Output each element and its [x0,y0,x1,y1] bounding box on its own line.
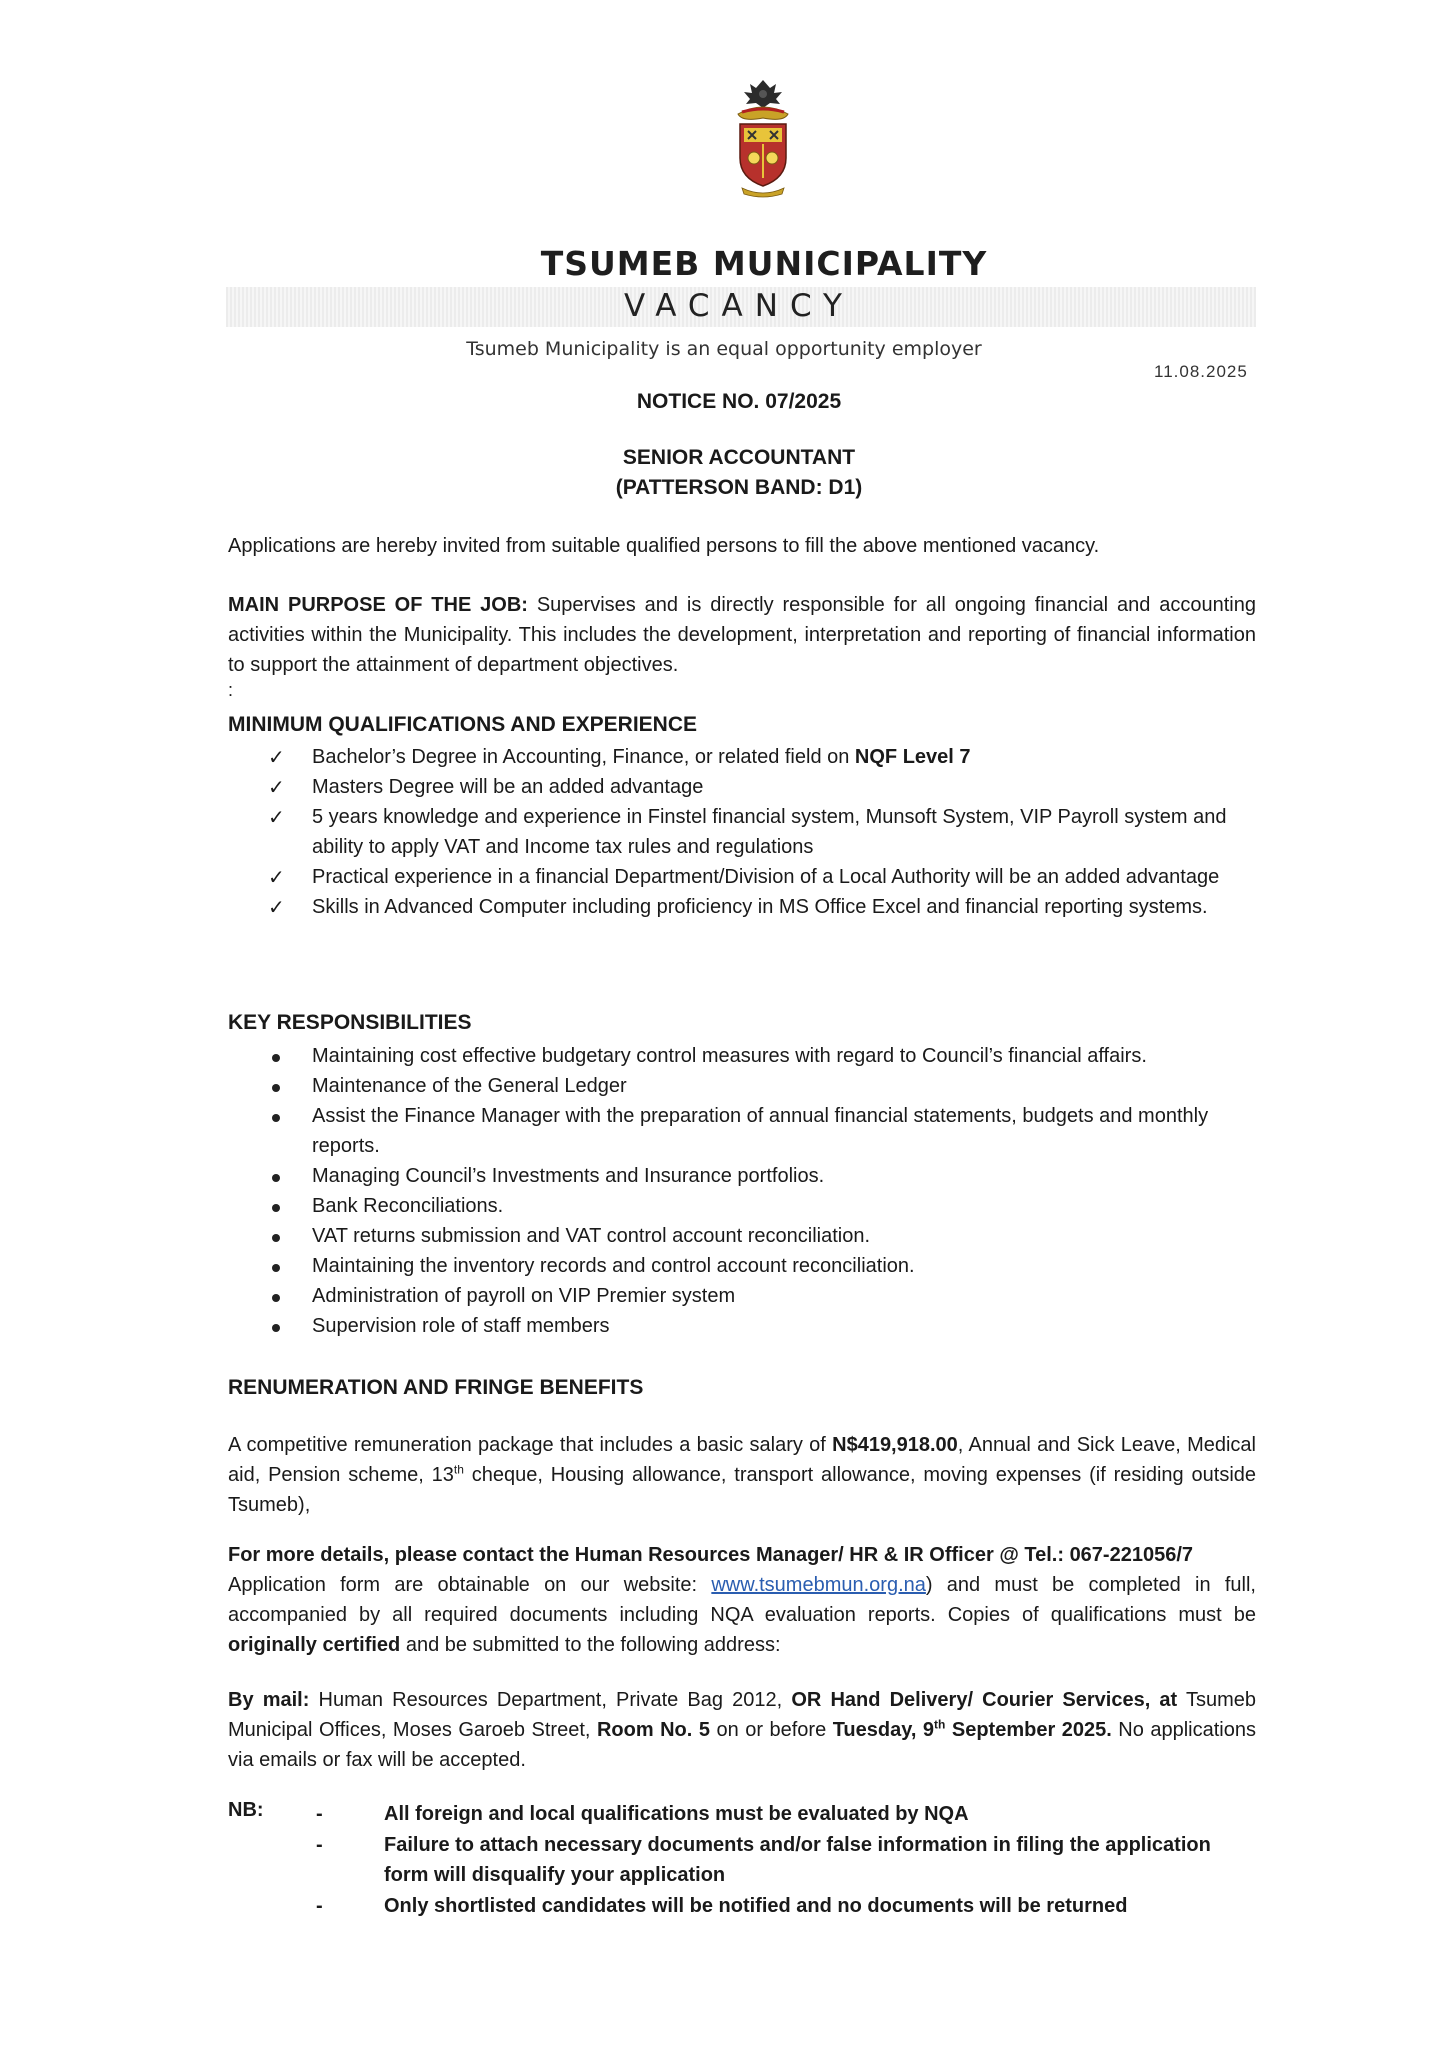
vacancy-title: VACANCY [624,288,854,324]
checkmark-icon: ✓ [268,895,285,919]
list-item: Assist the Finance Manager with the preparation of annual financial statements, budgets and monthly reports. [228,1101,1256,1161]
list-item: ✓ Masters Degree will be an added advantage [228,772,1256,802]
stray-colon: : [228,680,234,700]
list-item: Bank Reconciliations. [228,1191,1256,1221]
checkmark-icon: ✓ [268,865,285,889]
dash-icon: - [316,1834,323,1856]
intro-paragraph: Applications are hereby invited from suitable qualified persons to fill the above mentioned vacancy. [228,535,1100,557]
contact-details: For more details, please contact the Human Resources Manager/ HR & IR Officer @ Tel.: 067-221056/7 [228,1544,1194,1566]
qualifications-heading: MINIMUM QUALIFICATIONS AND EXPERIENCE [228,713,698,736]
list-item: Maintaining cost effective budgetary control measures with regard to Council’s financial affairs. [228,1041,1256,1071]
list-item: VAT returns submission and VAT control account reconciliation. [228,1221,1256,1251]
remuneration-paragraph: A competitive remuneration package that includes a basic salary of N$419,918.00, Annual and Sick Leave, Medical aid, Pension scheme, 13th cheque, Housing allowance, transport allowance, moving expenses (if residing outside Tsumeb), [228,1434,1257,1516]
checkmark-icon: ✓ [268,775,285,799]
main-purpose-text: Supervises and is directly responsible for all ongoing financial and accounting activities within the Municipality. This includes the development, interpretation and reporting of financial information to support the attainment of department objectives. [228,594,1256,676]
bullet-dot-icon [272,1084,280,1092]
bullet-dot-icon [272,1204,280,1212]
job-title: SENIOR ACCOUNTANT [622,446,856,469]
bullet-dot-icon [272,1234,280,1242]
dash-icon: - [316,1895,323,1917]
tagline: Tsumeb Municipality is an equal opportunity employer [466,338,982,360]
main-purpose-paragraph [228,590,1256,680]
list-item: - All foreign and local qualifications must be evaluated by NQA [300,1799,1260,1829]
main-purpose-label: MAIN PURPOSE OF THE JOB: [228,594,528,616]
list-item: - Only shortlisted candidates will be notified and no documents will be returned [300,1891,1260,1921]
responsibilities-list [228,1041,1256,1341]
notice-date: 11.08.2025 [1154,362,1248,381]
list-item: ✓ Practical experience in a financial Department/Division of a Local Authority will be an added advantage [228,862,1256,892]
checkmark-icon: ✓ [268,805,285,829]
remuneration-heading: RENUMERATION AND FRINGE BENEFITS [228,1376,644,1399]
mail-label: By mail: [228,1689,310,1711]
bullet-dot-icon [272,1114,280,1122]
nb-list [300,1799,1260,1922]
bullet-dot-icon [272,1054,280,1062]
list-item: Administration of payroll on VIP Premier system [228,1281,1256,1311]
job-band: (PATTERSON BAND: D1) [615,476,863,499]
checkmark-icon: ✓ [268,745,285,769]
bullet-dot-icon [272,1174,280,1182]
crest-bird-icon [744,80,782,108]
qualifications-list [228,742,1256,922]
deadline-date: Tuesday, 9th September 2025. [832,1717,1112,1741]
list-item: ✓ 5 years knowledge and experience in Finstel financial system, Munsoft System, VIP Payroll system and ability to apply VAT and Income tax rules and regulations [228,802,1256,862]
submission-address-paragraph: By mail: Human Resources Department, Private Bag 2012, OR Hand Delivery/ Courier Services, at Tsumeb Municipal Offices, Moses Garoeb Street, Room No. 5 on or before Tuesday, 9th September 2025. No applications via emails or fax will be accepted. [228,1689,1256,1771]
bullet-dot-icon [272,1264,280,1272]
list-item: Maintenance of the General Ledger [228,1071,1256,1101]
municipality-crest-logo [726,78,800,198]
responsibilities-heading: KEY RESPONSIBILITIES [228,1011,472,1034]
list-item: ✓ Skills in Advanced Computer including proficiency in MS Office Excel and financial reporting systems. [228,892,1256,922]
bullet-dot-icon [272,1294,280,1302]
notice-number: NOTICE NO. 07/2025 [636,390,842,413]
application-form-paragraph: Application form are obtainable on our website: www.tsumebmun.org.na) and must be completed in full, accompanied by all required documents including NQA evaluation reports. Copies of qualifications must be originally certified and be submitted to the following address: [228,1574,1256,1656]
bullet-dot-icon [272,1324,280,1332]
website-link[interactable]: www.tsumebmun.org.na [711,1574,926,1596]
job-title-block [0,443,1448,503]
list-item: Maintaining the inventory records and control account reconciliation. [228,1251,1256,1281]
list-item: Managing Council’s Investments and Insurance portfolios. [228,1161,1256,1191]
list-item: ✓ Bachelor’s Degree in Accounting, Finance, or related field on NQF Level 7 [228,742,1256,772]
dash-icon: - [316,1803,323,1825]
org-name: TSUMEB MUNICIPALITY [540,244,988,283]
list-item: Supervision role of staff members [228,1311,1256,1341]
nb-label: NB: [228,1799,264,1821]
salary-value: N$419,918.00 [832,1434,958,1456]
list-item: - Failure to attach necessary documents and/or false information in filing the application form will disqualify your application [300,1830,1260,1890]
